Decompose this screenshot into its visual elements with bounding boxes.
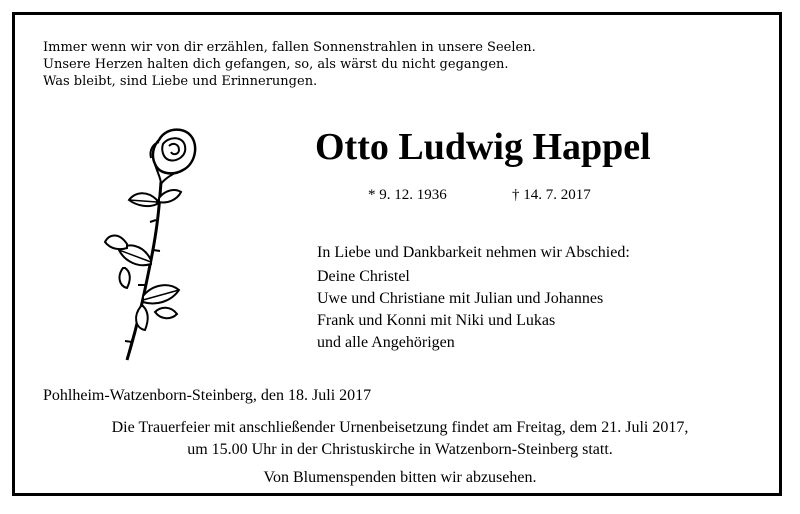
poem-line: Unsere Herzen halten dich gefangen, so, als wärst du nicht gegangen. [43,57,509,72]
farewell-intro: In Liebe und Dankbarkeit nehmen wir Abschied: [317,244,630,261]
service-line: Die Trauerfeier mit anschließender Urnenbeisetzung findet am Freitag, dem 21. Juli 2017, [111,419,689,436]
poem-line: Immer wenn wir von dir erzählen, fallen Sonnenstrahlen in unsere Seelen. [43,40,536,55]
flowers-note: Von Blumenspenden bitten wir abzusehen. [263,469,537,486]
birth-date: * 9. 12. 1936 [368,187,447,203]
obituary-frame [12,12,782,496]
poem [43,39,536,90]
mourner-line: Deine Christel [317,268,410,285]
death-date: † 14. 7. 2017 [512,187,591,203]
service-info [30,417,770,489]
place-and-date: Pohlheim-Watzenborn-Steinberg, den 18. Juli 2017 [43,387,372,404]
rose-icon [99,120,229,370]
deceased-name: Otto Ludwig Happel [315,126,651,168]
mourner-line: Uwe und Christiane mit Julian und Johannes [317,290,604,307]
poem-line: Was bleibt, sind Liebe und Erinnerungen. [43,74,318,89]
mourner-line: und alle Angehörigen [317,334,455,351]
mourner-list [317,266,630,354]
mourner-line: Frank und Konni mit Niki und Lukas [317,312,556,329]
mourners-block [317,242,630,354]
service-line: um 15.00 Uhr in der Christuskirche in Watzenborn-Steinberg statt. [187,441,613,458]
